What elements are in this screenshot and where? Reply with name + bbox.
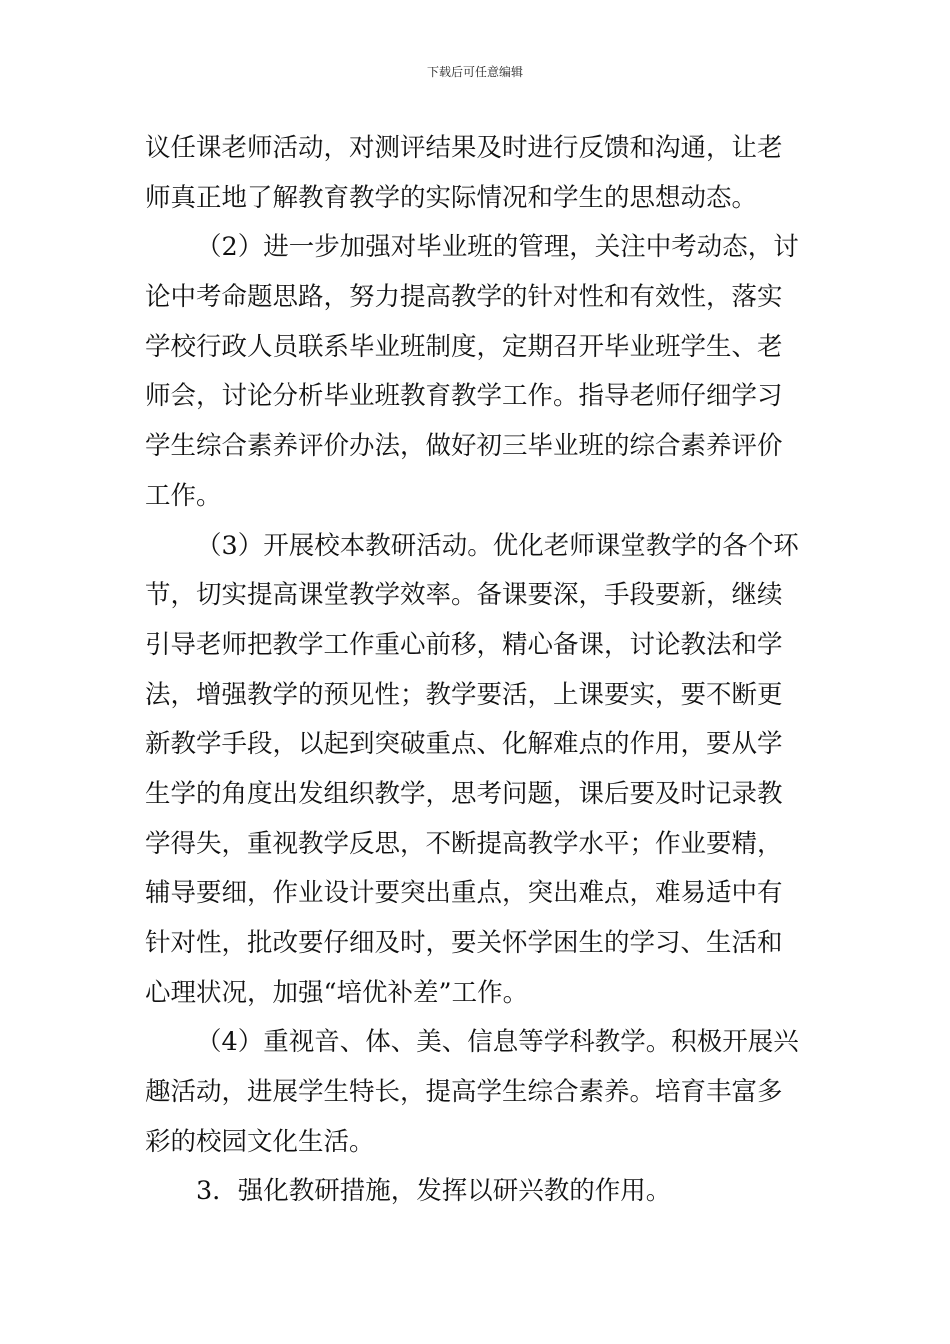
- paragraph-item-4: [145, 1018, 810, 1167]
- text-line: 工作。: [145, 480, 222, 511]
- text-line: 新教学手段，以起到突破重点、化解难点的作用，要从学: [145, 729, 783, 760]
- text-line: 3．强化教研措施，发挥以研兴教的作用。: [196, 1176, 672, 1207]
- text-line: 学得失，重视教学反思，不断提高教学水平；作业要精，: [145, 828, 783, 859]
- text-line: 议任课老师活动，对测评结果及时进行反馈和沟通，让老: [145, 133, 783, 163]
- text-line: 师会，讨论分析毕业班教育教学工作。指导老师仔细学习: [145, 381, 783, 412]
- text-line: 论中考命题思路，努力提高教学的针对性和有效性，落实: [145, 282, 783, 313]
- text-line: 心理状况，加强“培优补差”工作。: [145, 977, 529, 1008]
- page-header: 下载后可任意编辑: [426, 65, 523, 79]
- text-line: 师真正地了解教育教学的实际情况和学生的思想动态。: [145, 182, 758, 213]
- text-line: 辅导要细，作业设计要突出重点，突出难点，难易适中有: [145, 878, 783, 909]
- section-heading-3: [145, 1167, 810, 1217]
- paragraph-item-2: [145, 223, 810, 521]
- text-line: （4）重视音、体、美、信息等学科教学。积极开展兴: [196, 1027, 799, 1058]
- text-line: （3）开展校本教研活动。优化老师课堂教学的各个环: [196, 530, 799, 561]
- text-line: 彩的校园文化生活。: [145, 1126, 375, 1157]
- text-line: 针对性，批改要仔细及时，要关怀学困生的学习、生活和: [145, 928, 783, 958]
- paragraph-item-3: [145, 522, 810, 1019]
- text-line: 生学的角度出发组织教学，思考问题，课后要及时记录教: [145, 778, 783, 809]
- text-line: （2）进一步加强对毕业班的管理，关注中考动态，讨: [196, 232, 799, 263]
- paragraph-continuation: [145, 124, 810, 223]
- text-line: 引导老师把教学工作重心前移，精心备课，讨论教法和学: [145, 629, 783, 660]
- text-line: 节，切实提高课堂教学效率。备课要深，手段要新，继续: [145, 580, 783, 611]
- text-line: 学生综合素养评价办法，做好初三毕业班的综合素养评价: [145, 431, 783, 462]
- text-line: 趣活动，进展学生特长，提高学生综合素养。培育丰富多: [145, 1077, 783, 1108]
- text-line: 学校行政人员联系毕业班制度，定期召开毕业班学生、老: [145, 331, 783, 362]
- document-body: [145, 124, 810, 1217]
- text-line: 法，增强教学的预见性；教学要活，上课要实，要不断更: [145, 679, 783, 710]
